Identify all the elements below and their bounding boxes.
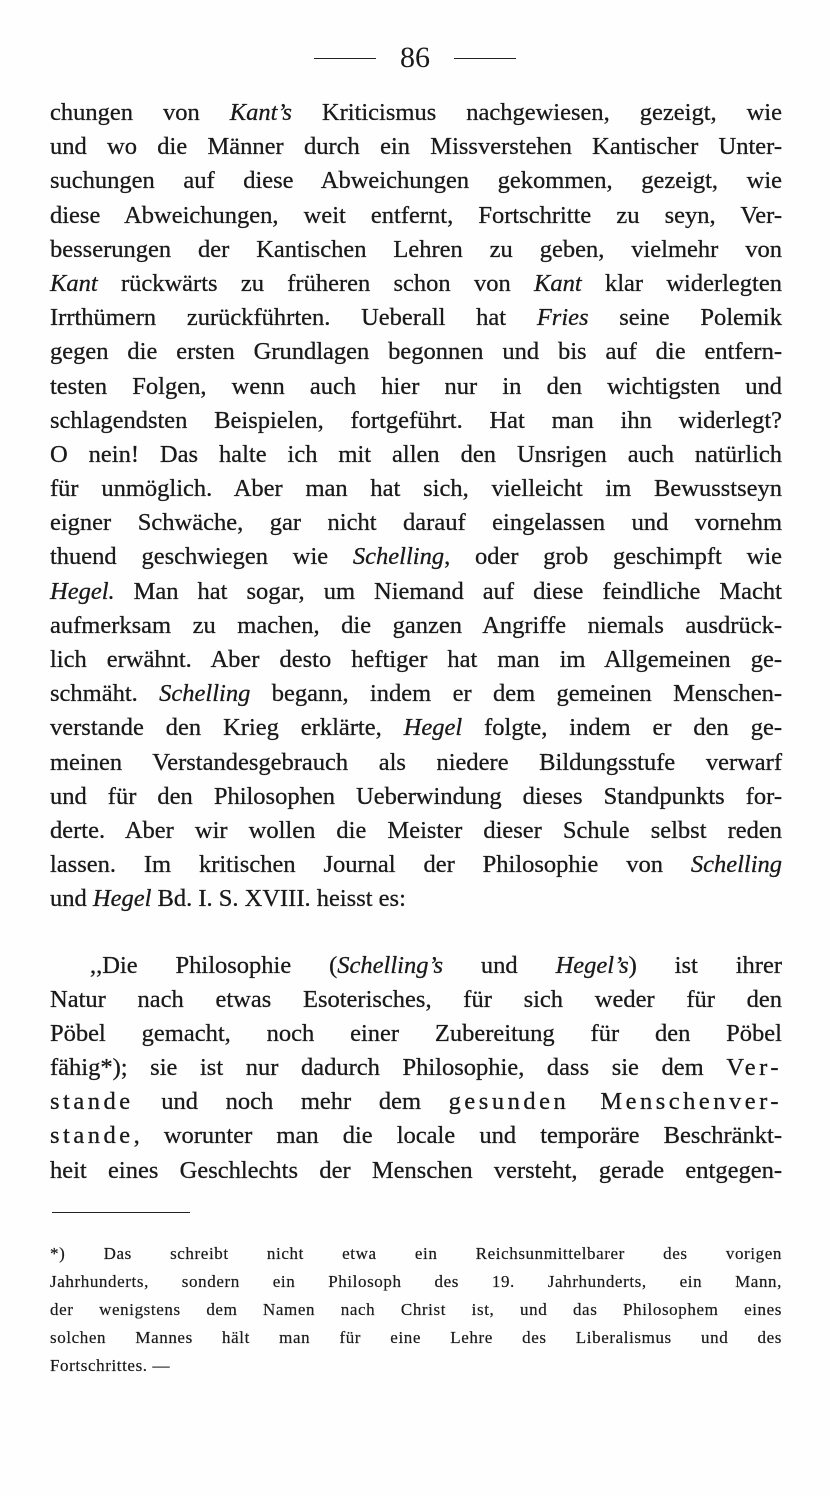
- page-header: [0, 40, 830, 76]
- text-line: [50, 233, 782, 267]
- text-run: Natur nach etwas Esoterisches, für sich weder für den: [50, 985, 782, 1013]
- text-line: [50, 335, 782, 369]
- text-run: verstande den Krieg erklärte,: [50, 714, 404, 742]
- italic-name: Fries: [536, 304, 589, 332]
- text-line: [50, 609, 782, 643]
- header-rule-right: [454, 58, 516, 59]
- text-line: [50, 164, 782, 198]
- text-line: [50, 780, 782, 814]
- text-run: begann, indem er dem gemeinen Menschen-: [250, 680, 782, 708]
- text-line: [50, 814, 782, 848]
- footnote-line: *) Das schreibt nicht etwa ein Reichsunmittelbarer des vorigen: [50, 1244, 782, 1263]
- text-run: Kriticismus nachgewiesen, gezeigt, wie: [291, 99, 782, 126]
- spaced-emphasis: stande: [50, 1122, 134, 1150]
- italic-name: Schelling: [352, 543, 445, 571]
- text-line: [50, 1119, 782, 1153]
- paragraph-gap: [50, 917, 782, 949]
- text-line: [50, 575, 782, 609]
- text-run: O nein! Das halte ich mit allen den Unsrigen auch natürlich: [50, 440, 782, 468]
- text-line: [50, 267, 782, 301]
- text-run: und noch mehr dem: [133, 1088, 449, 1116]
- spaced-emphasis: Ver-: [726, 1054, 782, 1082]
- text-line: [50, 1154, 782, 1188]
- text-line: [50, 643, 782, 677]
- text-run: Irrthümern zurückführten. Ueberall hat: [50, 304, 537, 332]
- text-line: [50, 848, 782, 882]
- text-run: , oder grob geschimpft wie: [444, 543, 782, 571]
- italic-name: Hegel: [92, 885, 152, 913]
- text-run: aufmerksam zu machen, die ganzen Angriffe niemals ausdrück-: [50, 611, 782, 639]
- text-run: besserungen der Kantischen Lehren zu geben, vielmehr von: [50, 235, 782, 263]
- text-run: ,,Die Philosophie (: [90, 951, 338, 979]
- page-number: 86: [400, 41, 430, 74]
- header-rule-left: [314, 58, 376, 59]
- text-run: folgte, indem er den ge-: [462, 714, 782, 742]
- text-line: [50, 301, 782, 335]
- text-run: lich erwähnt. Aber desto heftiger hat man im Allgemeinen ge-: [50, 646, 782, 673]
- text-run: seine Polemik: [588, 304, 782, 332]
- italic-name: Kant’s: [229, 99, 292, 126]
- text-run: fähig*); sie ist nur dadurch Philosophie, dass sie dem: [50, 1054, 727, 1082]
- text-run: und: [443, 951, 556, 979]
- text-line: [50, 746, 782, 780]
- text-run: Bd. I. S. XVIII. heisst es:: [151, 885, 406, 913]
- text-run: lassen. Im kritischen Journal der Philosophie von: [50, 851, 691, 879]
- spaced-emphasis: gesunden Menschenver-: [448, 1088, 782, 1116]
- text-run: rückwärts zu früheren schon von: [97, 269, 535, 297]
- italic-name: Hegel: [403, 714, 463, 742]
- footnotes: [50, 1240, 782, 1380]
- footnote-line: der wenigstens dem Namen nach Christ ist, und das Philosophem eines: [50, 1300, 782, 1319]
- text-run: thuend geschwiegen wie: [50, 543, 353, 571]
- text-line: [50, 1051, 782, 1085]
- text-line: [50, 506, 782, 540]
- text-run: klar widerlegten: [581, 269, 782, 297]
- italic-name: Kant: [50, 269, 98, 297]
- text-line: [50, 1017, 782, 1051]
- text-line: [50, 983, 782, 1017]
- italic-name: Schelling: [690, 851, 782, 879]
- footnote-line: Fortschrittes. —: [50, 1356, 171, 1375]
- text-run: meinen Verstandesgebrauch als niedere Bildungsstufe verwarf: [50, 748, 782, 776]
- text-run: derte. Aber wir wollen die Meister dieser Schule selbst reden: [50, 816, 782, 844]
- text-run: heit eines Geschlechts der Menschen versteht, gerade entgegen-: [50, 1156, 782, 1184]
- footnote-rule: [52, 1212, 190, 1213]
- text-run: schmäht.: [50, 680, 160, 708]
- text-line: [50, 949, 782, 983]
- text-run: und wo die Männer durch ein Missverstehen Kantischer Unter-: [50, 133, 782, 161]
- text-run: für unmöglich. Aber man hat sich, vielleicht im Bewusstseyn: [50, 475, 782, 503]
- text-run: diese Abweichungen, weit entfernt, Fortschritte zu seyn, Ver-: [50, 201, 782, 229]
- text-line: [50, 677, 782, 711]
- text-run: suchungen auf diese Abweichungen gekommen, gezeigt, wie: [50, 167, 782, 195]
- italic-name: Hegel.: [50, 577, 115, 605]
- text-run: und für den Philosophen Ueberwindung dieses Standpunkts for-: [50, 782, 782, 810]
- text-line: [50, 370, 782, 404]
- text-line: [50, 711, 782, 745]
- body-text: [50, 96, 782, 1188]
- text-line: [50, 404, 782, 438]
- text-run: Man hat sogar, um Niemand auf diese feindliche Macht: [114, 577, 782, 605]
- text-run: Pöbel gemacht, noch einer Zubereitung für den Pöbel: [50, 1019, 782, 1047]
- italic-name: Schelling’s: [337, 951, 444, 979]
- text-line: [50, 199, 782, 233]
- text-run: gegen die ersten Grundlagen begonnen und bis auf die entfern-: [50, 338, 782, 366]
- footnote-line: solchen Mannes hält man für eine Lehre des Liberalismus und des: [50, 1328, 782, 1347]
- footnote-line: Jahrhunderts, sondern ein Philosoph des 19. Jahrhunderts, ein Mann,: [50, 1272, 782, 1291]
- text-line: [50, 882, 782, 916]
- italic-name: Hegel’s: [555, 951, 629, 979]
- text-run: testen Folgen, wenn auch hier nur in den wichtigsten und: [50, 372, 782, 400]
- text-run: , worunter man die locale und temporäre Beschränkt-: [133, 1122, 782, 1150]
- text-line: [50, 1085, 782, 1119]
- text-run: eigner Schwäche, gar nicht darauf eingelassen und vornehm: [50, 509, 782, 537]
- italic-name: Kant: [534, 269, 582, 297]
- text-line: [50, 96, 782, 130]
- text-line: [50, 540, 782, 574]
- text-line: [50, 130, 782, 164]
- text-run: chungen von: [50, 99, 230, 126]
- text-run: schlagendsten Beispielen, fortgeführt. Hat man ihn widerlegt?: [50, 406, 782, 434]
- text-line: [50, 472, 782, 506]
- italic-name: Schelling: [159, 680, 251, 708]
- text-run: und: [50, 885, 93, 913]
- text-line: [50, 438, 782, 472]
- text-run: ) ist ihrer: [628, 951, 782, 979]
- spaced-emphasis: stande: [50, 1088, 134, 1116]
